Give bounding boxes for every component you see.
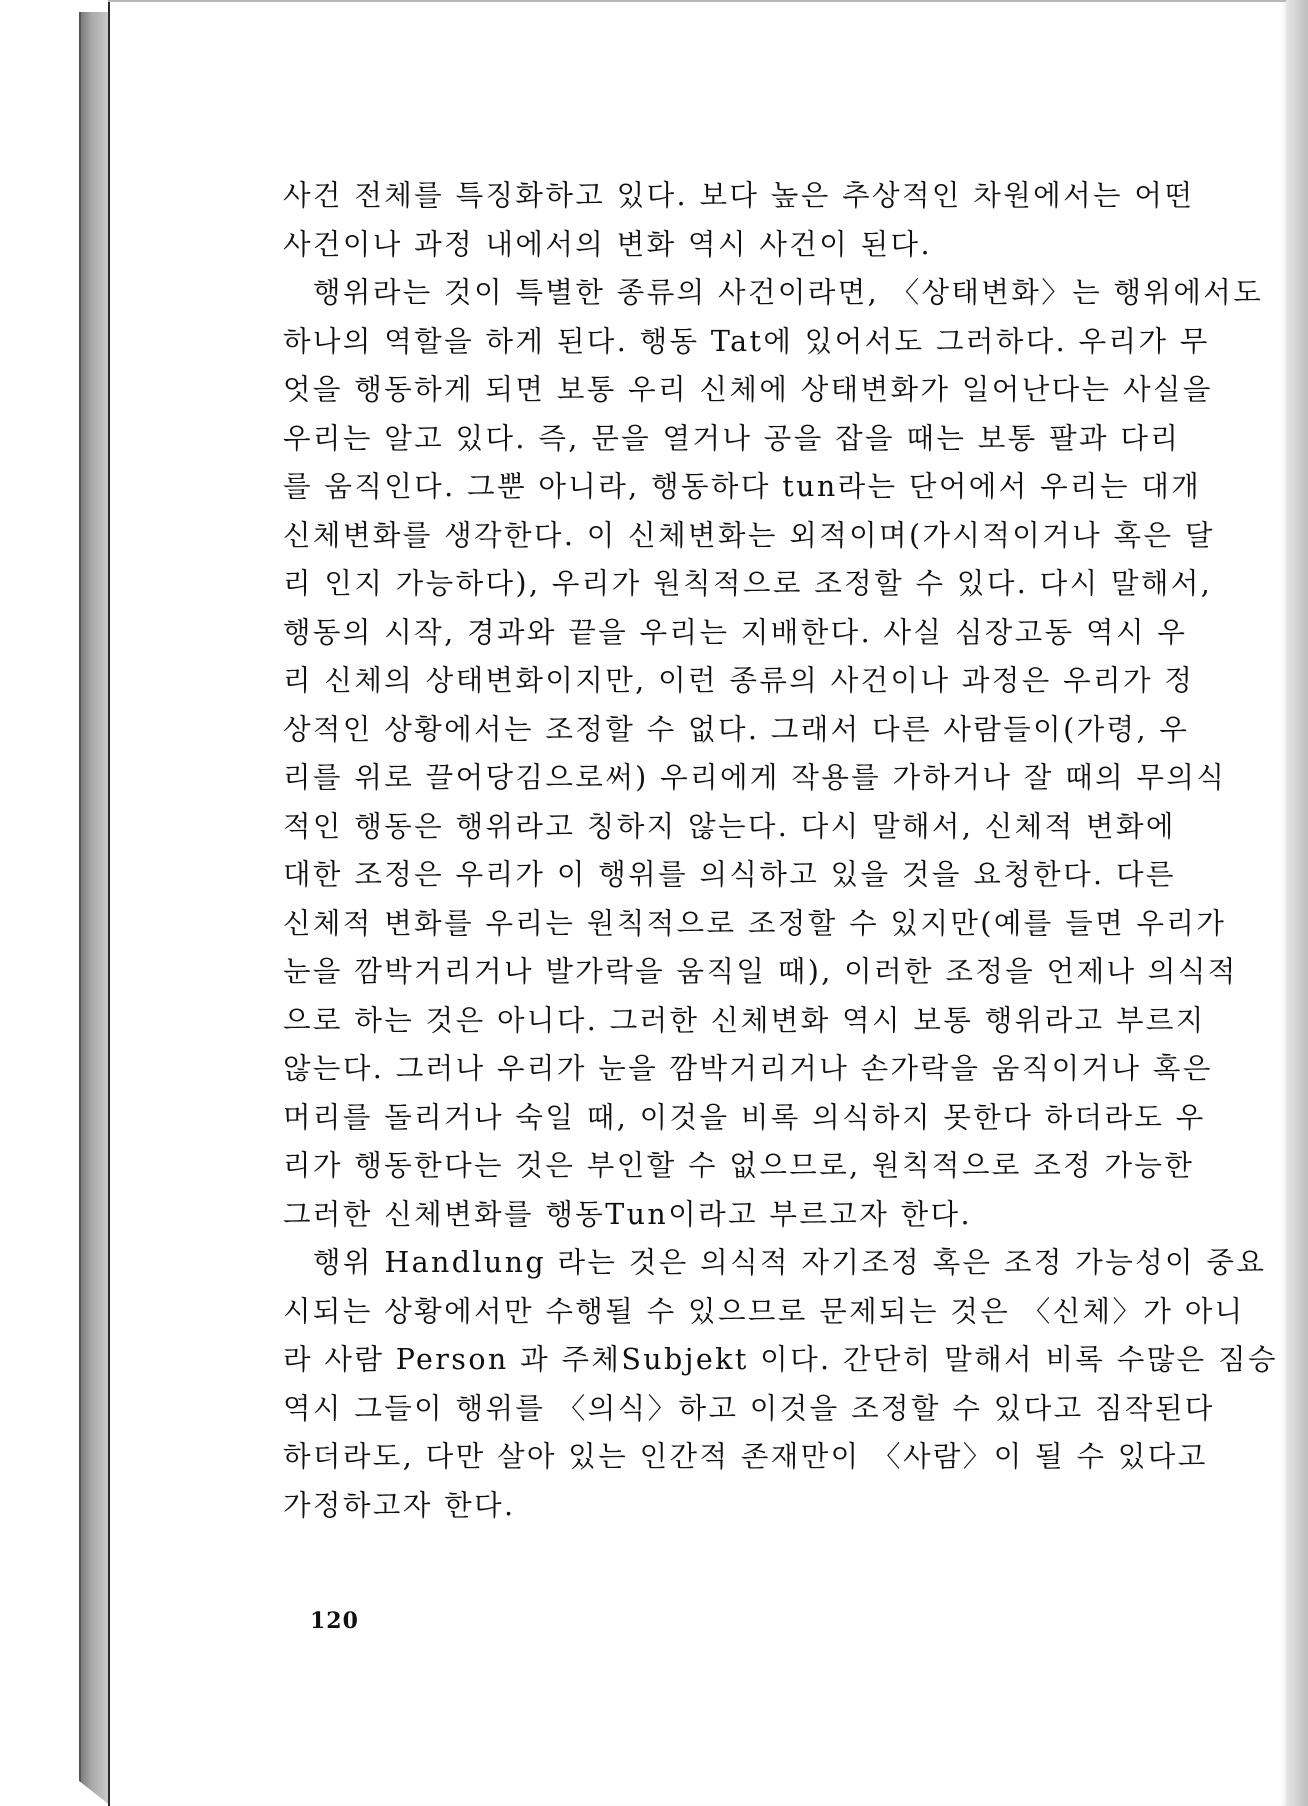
text-line: 리 신체의 상태변화이지만, 이런 종류의 사건이나 과정은 우리가 정 [283, 664, 1195, 697]
text-line: 그러한 신체변화를 행동Tun이라고 부르고자 한다. [283, 1197, 972, 1231]
text-line: 머리를 돌리거나 숙일 때, 이것을 비록 의식하지 못한다 하더라도 우 [283, 1100, 1206, 1134]
text-line: 우리는 알고 있다. 즉, 문을 열거나 공을 잡을 때는 보통 팔과 다리 [283, 421, 1181, 455]
text-line: 하더라도, 다만 살아 있는 인간적 존재만이 〈사람〉이 될 수 있다고 [283, 1440, 1208, 1473]
text-line: 으로 하는 것은 아니다. 그러한 신체변화 역시 보통 행위라고 부르지 [283, 1003, 1206, 1037]
text-line: 행위라는 것이 특별한 종류의 사건이라면, 〈상태변화〉는 행위에서도 [313, 276, 1264, 309]
text-line: 신체적 변화를 우리는 원칙적으로 조정할 수 있지만(예를 들면 우리가 [283, 906, 1227, 940]
text-line: 시되는 상황에서만 수행될 수 있으므로 문제되는 것은 〈신체〉가 아니 [283, 1294, 1245, 1328]
text-line: 사건 전체를 특징화하고 있다. 보다 높은 추상적인 차원에서는 어떤 [283, 179, 1195, 212]
page-top-edge [108, 0, 1286, 2]
text-line: 눈을 깜박거리거나 발가락을 움직일 때), 이러한 조정을 언제나 의식적 [283, 955, 1238, 988]
text-line: 행동의 시작, 경과와 끝을 우리는 지배한다. 사실 심장고동 역시 우 [283, 615, 1188, 649]
text-line: 가정하고자 한다. [283, 1488, 516, 1522]
body-text [283, 172, 1278, 1530]
text-line: 리 인지 가능하다), 우리가 원칙적으로 조정할 수 있다. 다시 말해서, [283, 567, 1213, 600]
text-line: 상적인 상황에서는 조정할 수 없다. 그래서 다른 사람들이(가령, 우 [283, 712, 1190, 746]
text-line: 하나의 역할을 하게 된다. 행동 Tat에 있어서도 그러하다. 우리가 무 [283, 324, 1210, 358]
text-line: 대한 조정은 우리가 이 행위를 의식하고 있을 것을 요청한다. 다른 [283, 858, 1176, 891]
book-spine-shadow [79, 12, 111, 1806]
text-line: 않는다. 그러나 우리가 눈을 깜박거리거나 손가락을 움직이거나 혹은 [283, 1052, 1213, 1085]
text-line: 사건이나 과정 내에서의 변화 역시 사건이 된다. [283, 227, 932, 261]
text-line: 신체변화를 생각한다. 이 신체변화는 외적이며(가시적이거나 혹은 달 [283, 518, 1215, 552]
text-line: 라 사람 Person 과 주체Subjekt 이다. 간단히 말해서 비록 수많은 짐승 [283, 1343, 1278, 1376]
page-edge [1286, 0, 1308, 1806]
text-line: 역시 그들이 행위를 〈의식〉하고 이것을 조정할 수 있다고 짐작된다 [283, 1391, 1215, 1425]
text-line: 리를 위로 끌어당김으로써) 우리에게 작용를 가하거나 잘 때의 무의식 [283, 761, 1227, 794]
page-number: 120 [310, 1608, 359, 1634]
text-line: 엇을 행동하게 되면 보통 우리 신체에 상태변화가 일어난다는 사실을 [283, 373, 1213, 406]
text-line: 를 움직인다. 그뿐 아니라, 행동하다 tun라는 단어에서 우리는 대개 [283, 470, 1202, 503]
text-line: 리가 행동한다는 것은 부인할 수 없으므로, 원칙적으로 조정 가능한 [283, 1149, 1195, 1182]
text-line: 적인 행동은 행위라고 칭하지 않는다. 다시 말해서, 신체적 변화에 [283, 809, 1176, 843]
text-line: 행위 Handlung 라는 것은 의식적 자기조정 혹은 조정 가능성이 중요 [313, 1246, 1267, 1279]
